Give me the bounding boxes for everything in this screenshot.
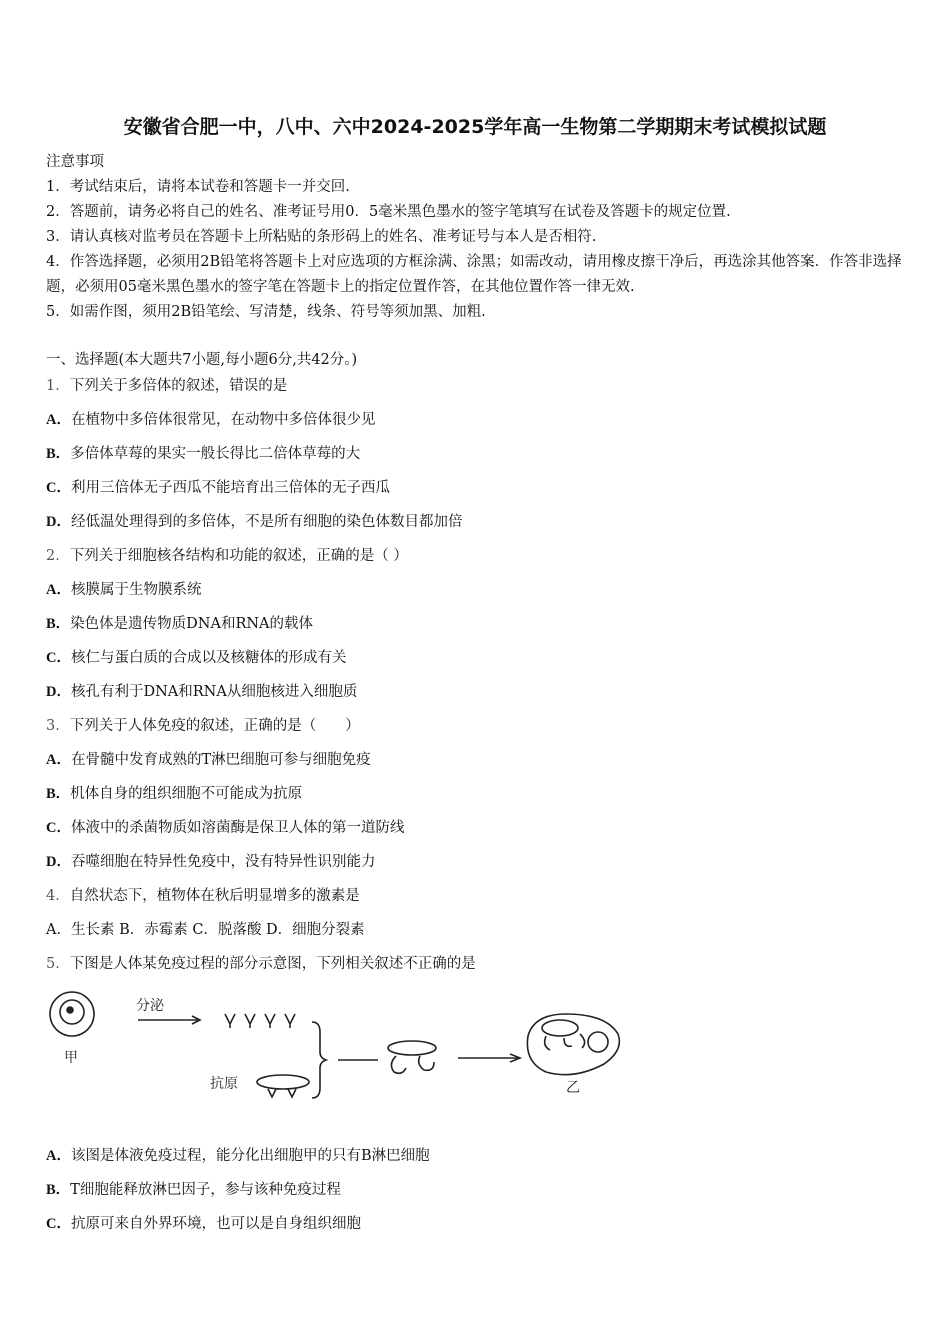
question-1-stem — [46, 374, 287, 395]
notice-block — [46, 150, 906, 325]
question-1-option-a — [46, 408, 375, 429]
option-text: 核孔有利于DNA和RNA从细胞核进入细胞质 — [70, 684, 358, 700]
option-label: A． — [46, 752, 71, 768]
option-text: 体液中的杀菌物质如溶菌酶是保卫人体的第一道防线 — [70, 820, 405, 836]
option-label: D． — [46, 514, 71, 530]
figure-label-secrete: 分泌 — [136, 998, 164, 1014]
bracket — [312, 1022, 326, 1098]
question-1-option-c — [46, 476, 390, 497]
option-label: A． — [46, 1148, 71, 1164]
question-2-option-b — [46, 612, 313, 633]
option-label: A． — [46, 412, 71, 428]
antibody-icon — [285, 1014, 295, 1028]
cell-a-nucleolus — [67, 1007, 73, 1013]
question-3-option-a — [46, 748, 371, 769]
question-3-option-c — [46, 816, 404, 837]
option-text: 吞噬细胞在特异性免疫中，没有特异性识别能力 — [70, 854, 376, 870]
option-text: 抗原可来自外界环境，也可以是自身组织细胞 — [70, 1216, 361, 1232]
option-text: 机体自身的组织细胞不可能成为抗原 — [70, 786, 303, 802]
figure-label-antigen: 抗原 — [210, 1076, 238, 1092]
cell-b-nucleus — [588, 1032, 608, 1052]
question-4-stem — [46, 884, 360, 905]
notice-item: 4．作答选择题，必须用2B铅笔将答题卡上对应选项的方框涂满、涂黑；如需改动，请用橡皮擦干净后，再选涂其他答案．作答非选择题，必须用05毫米黑色墨水的签字笔在答题卡上的指定位置作答，在其他位置作答一律无效. — [46, 254, 902, 295]
notice-item: 2．答题前，请务必将自己的姓名、准考证号用0．5毫米黑色墨水的签字笔填写在试卷及答题卡的规定位置. — [46, 204, 731, 220]
option-text: 在植物中多倍体很常见，在动物中多倍体很少见 — [70, 412, 376, 428]
question-5-option-a — [46, 1144, 430, 1165]
option-label: A． — [46, 582, 71, 598]
question-5-stem — [46, 952, 476, 973]
question-number: 4． — [46, 888, 70, 904]
option-text: 核仁与蛋白质的合成以及核糖体的形成有关 — [70, 650, 347, 666]
option-label: C． — [46, 1216, 71, 1232]
question-text: 下列关于细胞核各结构和功能的叙述，正确的是（ ） — [69, 548, 408, 564]
immune-process-figure — [40, 986, 640, 1108]
option-label: B． — [46, 1182, 71, 1198]
question-number: 3． — [46, 718, 70, 734]
antibody-icon — [225, 1014, 235, 1028]
option-label: C． — [46, 480, 71, 496]
question-2-stem — [46, 544, 408, 565]
antigen-shape — [257, 1075, 309, 1089]
question-4-options: A．生长素 B．赤霉素 C．脱落酸 D．细胞分裂素 — [46, 922, 365, 938]
option-text: 利用三倍体无子西瓜不能培育出三倍体的无子西瓜 — [70, 480, 390, 496]
option-text: T细胞能释放淋巴因子，参与该种免疫过程 — [70, 1182, 341, 1198]
option-text: 多倍体草莓的果实一般长得比二倍体草莓的大 — [70, 446, 361, 462]
question-text: 下图是人体某免疫过程的部分示意图，下列相关叙述不正确的是 — [69, 956, 476, 972]
option-text: 核膜属于生物膜系统 — [70, 582, 202, 598]
antigen-binding — [268, 1089, 296, 1097]
question-text: 下列关于多倍体的叙述，错误的是 — [69, 378, 288, 394]
question-number: 5． — [46, 956, 70, 972]
question-text: 自然状态下，植物体在秋后明显增多的激素是 — [69, 888, 360, 904]
option-text: 经低温处理得到的多倍体，不是所有细胞的染色体数目都加倍 — [70, 514, 463, 530]
cell-a-outline — [50, 992, 94, 1036]
figure-label-cell-a: 甲 — [64, 1050, 78, 1066]
notice-item: 1．考试结束后，请将本试卷和答题卡一并交回. — [46, 179, 350, 195]
option-label: D． — [46, 684, 71, 700]
option-label: C． — [46, 650, 71, 666]
question-number: 2． — [46, 548, 70, 564]
question-2-option-c — [46, 646, 346, 667]
option-label: C． — [46, 820, 71, 836]
option-text: 在骨髓中发育成熟的T淋巴细胞可参与细胞免疫 — [70, 752, 371, 768]
option-label: B． — [46, 446, 71, 462]
notice-item: 5．如需作图，须用2B铅笔绘、写清楚，线条、符号等须加黑、加粗. — [46, 304, 486, 320]
antibody-icon — [265, 1014, 275, 1028]
option-label: B． — [46, 786, 71, 802]
cell-b-complex — [542, 1020, 578, 1036]
complex-shape — [388, 1041, 436, 1055]
question-5-option-c — [46, 1212, 361, 1233]
question-1-option-d — [46, 510, 462, 531]
notice-heading: 注意事项 — [46, 154, 104, 170]
option-text: 染色体是遗传物质DNA和RNA的载体 — [70, 616, 314, 632]
question-3-option-d — [46, 850, 375, 871]
figure-label-cell-b: 乙 — [566, 1080, 580, 1096]
notice-item: 3．请认真核对监考员在答题卡上所粘贴的条形码上的姓名、准考证号与本人是否相符. — [46, 229, 597, 245]
question-number: 1． — [46, 378, 70, 394]
complex-antibodies — [391, 1056, 434, 1073]
section-heading: 一、选择题(本大题共7小题,每小题6分,共42分。) — [46, 352, 358, 368]
option-label: B． — [46, 616, 71, 632]
page-title: 安徽省合肥一中，八中、六中2024-2025学年高一生物第二学期期末考试模拟试题 — [123, 116, 827, 138]
antibody-icon — [245, 1014, 255, 1028]
option-label: D． — [46, 854, 71, 870]
option-text: 该图是体液免疫过程，能分化出细胞甲的只有B淋巴细胞 — [70, 1148, 430, 1164]
question-2-option-a — [46, 578, 201, 599]
question-1-option-b — [46, 442, 360, 463]
question-3-stem — [46, 714, 360, 735]
question-text: 下列关于人体免疫的叙述，正确的是（ ） — [69, 718, 360, 734]
question-5-option-b — [46, 1178, 341, 1199]
question-2-option-d — [46, 680, 357, 701]
question-3-option-b — [46, 782, 302, 803]
